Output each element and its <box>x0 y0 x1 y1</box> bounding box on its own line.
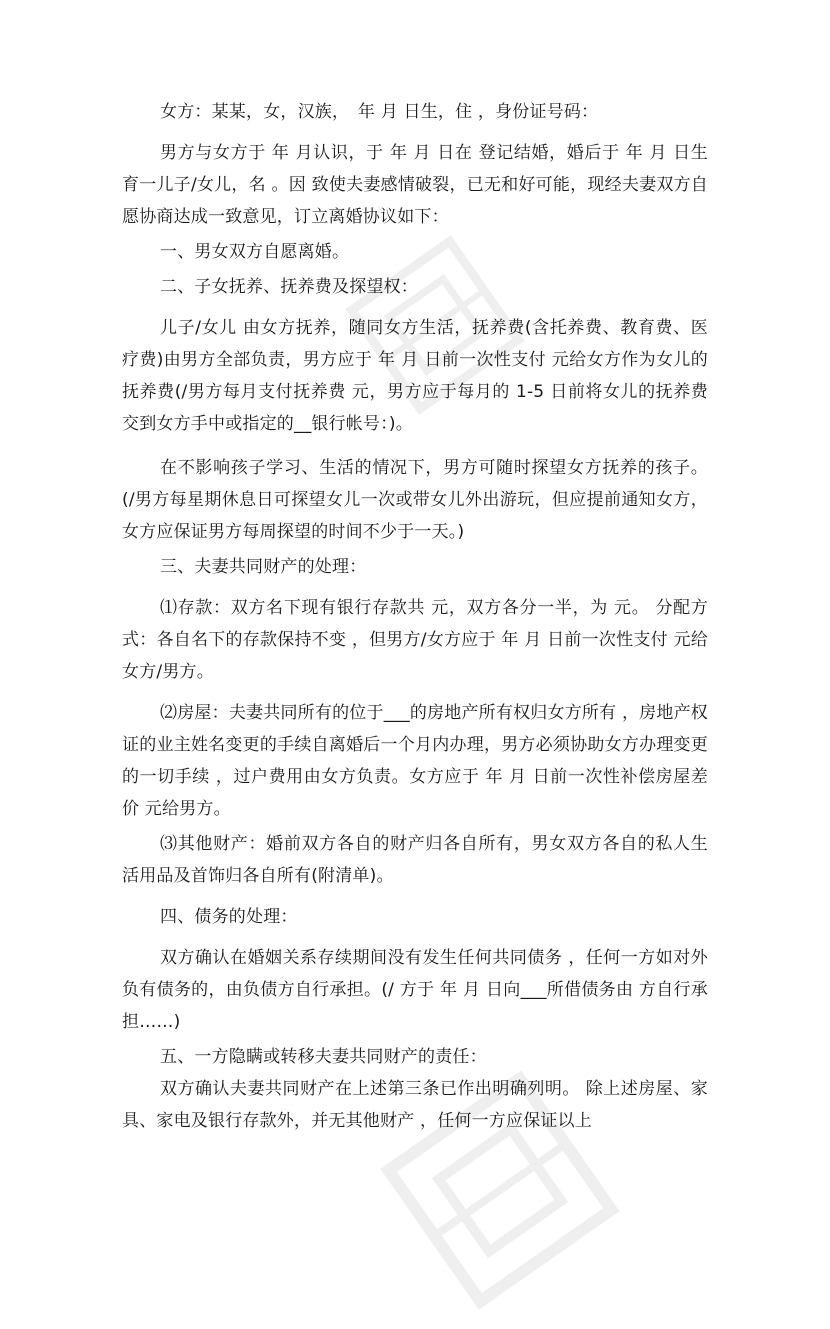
child-custody-paragraph: 儿子/女儿 由女方抚养，随同女方生活，抚养费(含托养费、教育费、医疗费)由男方全部负责，男方应于 年 月 日前一次性支付 元给女方作为女儿的抚养费(/男方每月支付抚养费 元，男方应于每月的 1-5 日前将女儿的抚养费交到女方手中或指定的__银行帐号：)。 <box>122 318 708 434</box>
visitation-paragraph: 在不影响孩子学习、生活的情况下，男方可随时探望女方抚养的孩子。 (/男方每星期休息日可探望女儿一次或带女儿外出游玩，但应提前通知女方，女方应保证男方每周探望的时间不少于一天。) <box>122 458 708 542</box>
debt-paragraph: 双方确认在婚姻关系存续期间没有发生任何共同债务 ，任何一方如对外负有债务的，由负债方自行承担。(/ 方于 年 月 日向___所借债务由 方自行承担……) <box>122 948 708 1032</box>
clause-3-heading: 三、夫妻共同财产的处理： <box>160 557 367 577</box>
marriage-background: 男方与女方于 年 月认识，于 年 月 日在 登记结婚，婚后于 年 月 日生育一儿子/女儿，名 。因 致使夫妻感情破裂，已无和好可能，现经夫妻双方自愿协商达成一致意见，订立离婚协议如下： <box>122 143 708 227</box>
clause-5-heading: 五、一方隐瞒或转移夫妻共同财产的责任： <box>160 1047 487 1067</box>
clause-4-heading: 四、债务的处理： <box>160 907 298 927</box>
deposit-paragraph: ⑴存款：双方名下现有银行存款共 元，双方各分一半，为 元。 分配方式：各自名下的存款保持不变 ，但男方/女方应于 年 月 日前一次性支付 元给女方/男方。 <box>122 598 708 682</box>
party-female-info: 女方：某某，女，汉族， 年 月 日生，住 ，身份证号码： <box>160 102 599 122</box>
other-property-paragraph: ⑶其他财产：婚前双方各自的财产归各自所有，男女双方各自的私人生活用品及首饰归各自所有(附清单)。 <box>122 834 708 886</box>
document-body <box>122 96 708 1137</box>
clause-1-heading: 一、男女双方自愿离婚。 <box>160 242 350 262</box>
concealment-paragraph: 双方确认夫妻共同财产在上述第三条已作出明确列明。 除上述房屋、家具、家电及银行存款外，并无其他财产 ，任何一方应保证以上 <box>122 1079 708 1131</box>
house-paragraph: ⑵房屋：夫妻共同所有的位于___的房地产所有权归女方所有 ，房地产权证的业主姓名变更的手续自离婚后一个月内办理，男方必须协助女方办理变更的一切手续 ，过户费用由女方负责。女方应于 年 月 日前一次性补偿房屋差价 元给男方。 <box>122 703 708 819</box>
clause-2-heading: 二、子女抚养、抚养费及探望权： <box>160 277 418 297</box>
